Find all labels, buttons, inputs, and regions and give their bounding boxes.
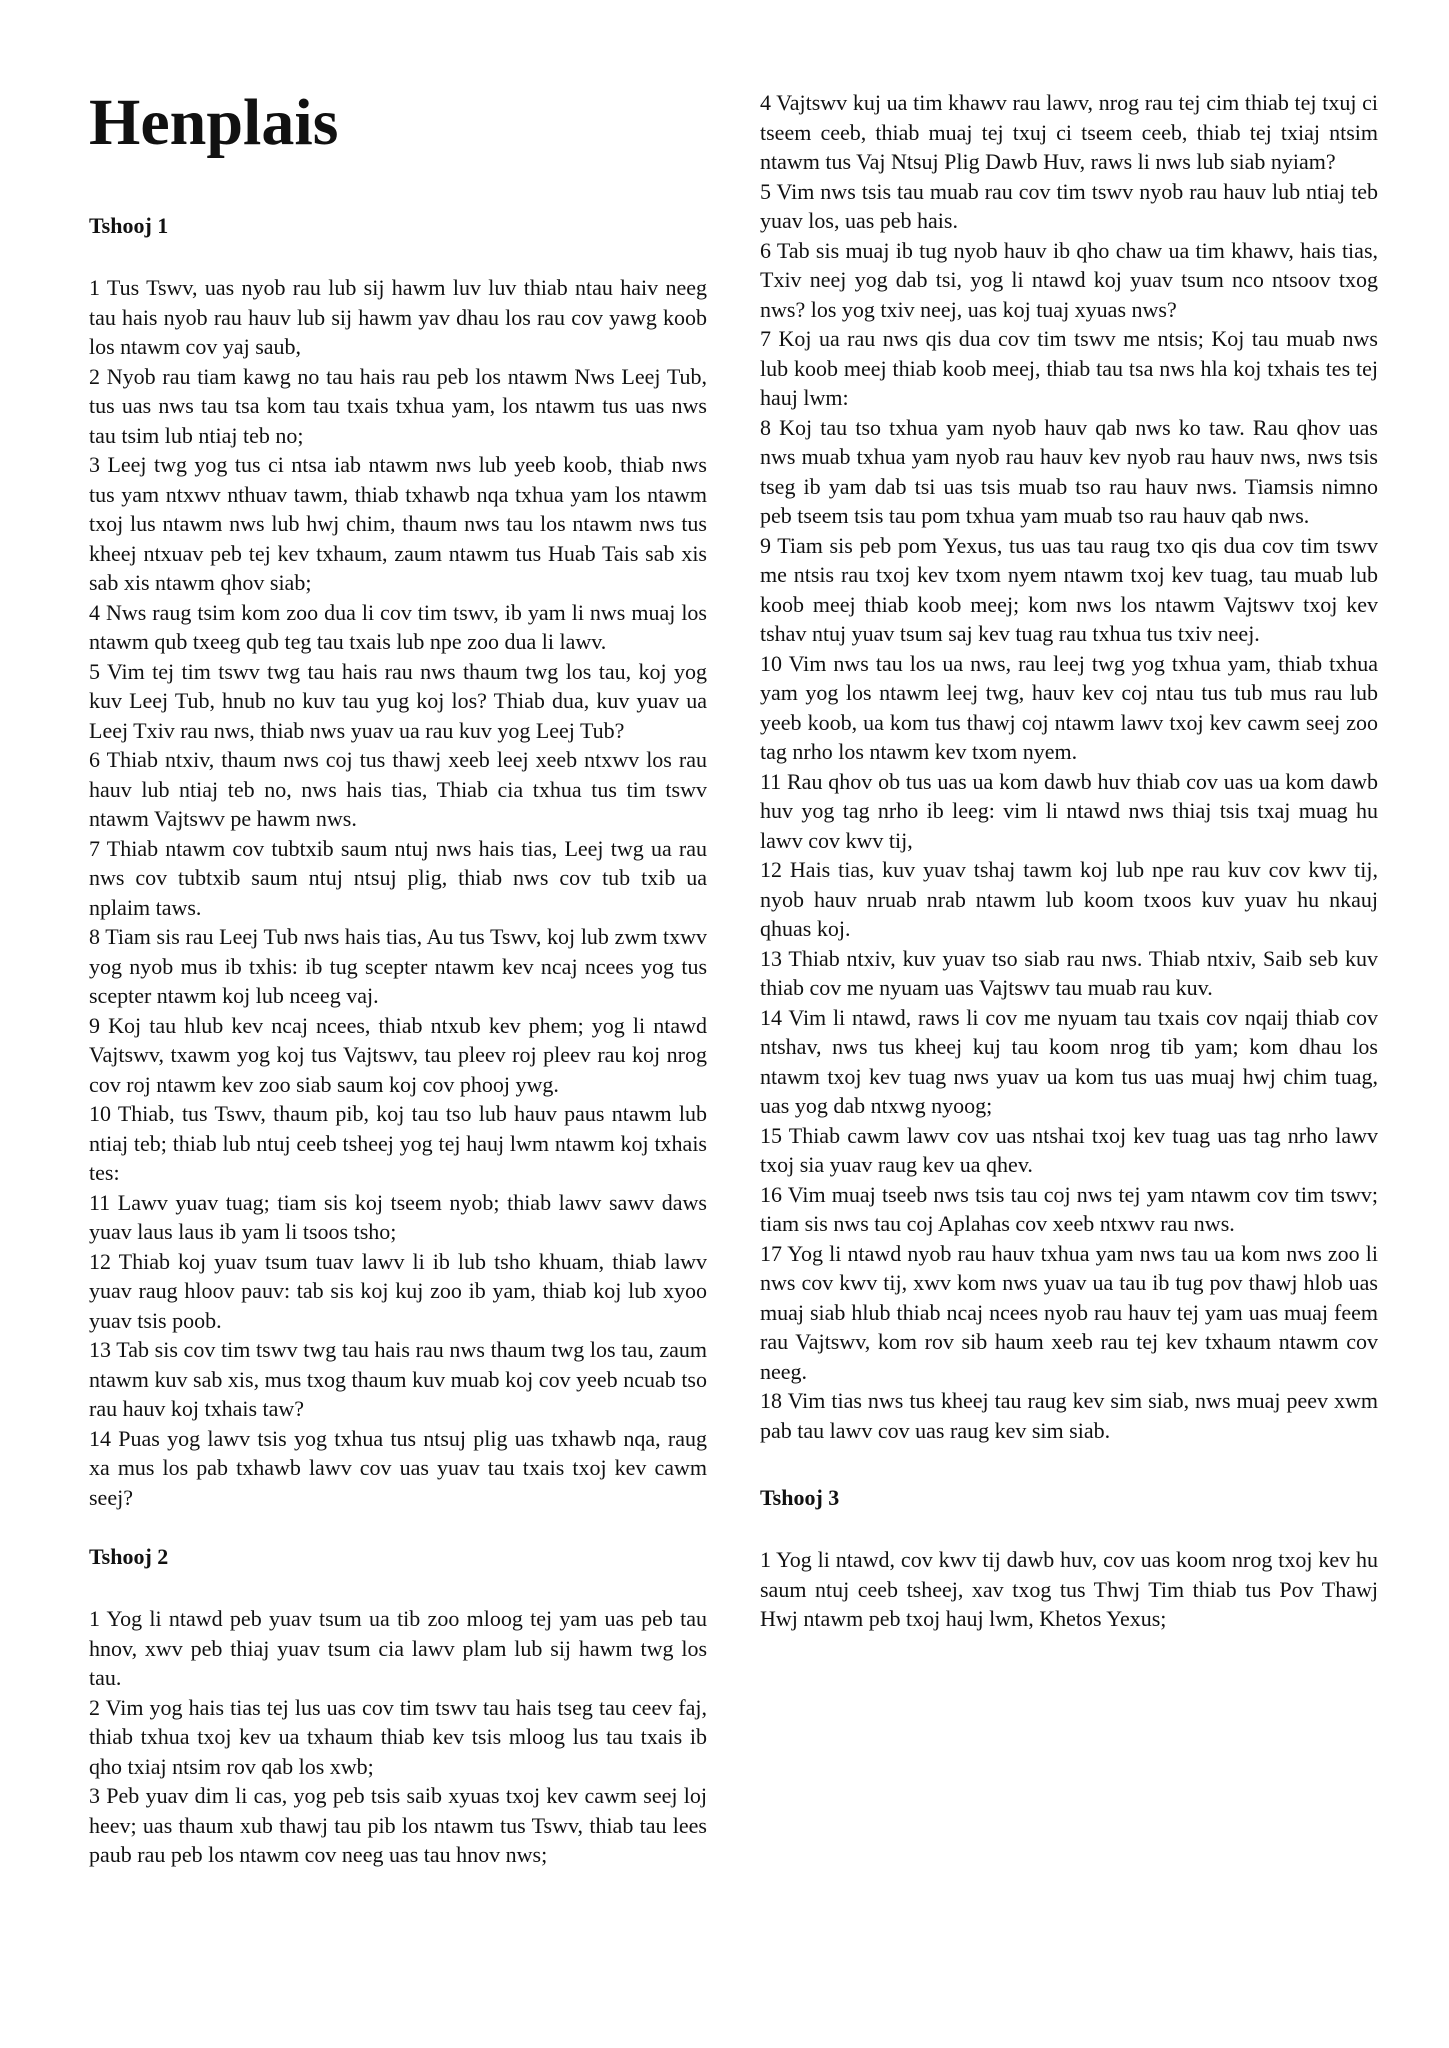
verse: 2 Vim yog hais tias tej lus uas cov tim tswv tau hais tseg tau ceev faj, thiab txhua txoj kev ua txhaum thiab kev tsis mloog lus tau txais ib qho txiaj ntsim rov qab los xwb;	[89, 1694, 707, 1779]
chapter-heading: Tshooj 2	[89, 1544, 169, 1570]
chapter-heading: Tshooj 3	[760, 1485, 840, 1510]
verse: 9 Tiam sis peb pom Yexus, tus uas tau raug txo qis dua cov tim tswv me ntsis rau txoj kev txom nyem ntawm txoj kev tuag, tau muab lub koob meej thiab koob meej; kom nws los ntawm Vajtswv txoj kev tshav ntuj yuav tsum saj kev tuag rau txhua tus txiv neej.	[760, 532, 1378, 646]
verse: 7 Thiab ntawm cov tubtxib saum ntuj nws hais tias, Leej twg ua rau nws cov tubtxib saum ntuj ntsuj plig, thiab nws cov tub txib ua nplaim taws.	[89, 835, 707, 920]
verse: 11 Lawv yuav tuag; tiam sis koj tseem nyob; thiab lawv sawv daws yuav laus laus ib yam li tsoos tsho;	[89, 1189, 707, 1245]
verse: 14 Vim li ntawd, raws li cov me nyuam tau txais cov nqaij thiab cov ntshav, nws tus kheej kuj tau koom nrog tib yam; kom dhau los ntawm txoj kev tuag nws yuav ua kom tus uas muaj hwj chim tuag, uas yog dab ntxwg nyoog;	[760, 1004, 1378, 1118]
verse: 8 Tiam sis rau Leej Tub nws hais tias, Au tus Tswv, koj lub zwm txwv yog nyob mus ib txhis: ib tug scepter ntawm kev ncaj ncees yog tus scepter ntawm koj lub nceeg vaj.	[89, 924, 707, 1009]
verse: 2 Nyob rau tiam kawg no tau hais rau peb los ntawm Nws Leej Tub, tus uas nws tau tsa kom tau txais txhua yam, los ntawm tus uas nws tau tsim lub ntiaj teb no;	[89, 363, 707, 448]
chapter-2-verses-part-1	[89, 1604, 707, 1870]
verse: 11 Rau qhov ob tus uas ua kom dawb huv thiab cov uas ua kom dawb huv yog tag nrho ib leeg: vim li ntawd nws thiaj tsis txaj muag hu lawv cov kwv tij,	[760, 768, 1378, 853]
book-title: Henplais	[89, 86, 339, 159]
verse: 1 Yog li ntawd, cov kwv tij dawb huv, cov uas koom nrog txoj kev hu saum ntuj ceeb tsheej, xav txog tus Thwj Tim thiab tus Pov Thawj Hwj ntawm peb txoj hauj lwm, Khetos Yexus;	[760, 1547, 1378, 1631]
verse: 12 Hais tias, kuv yuav tshaj tawm koj lub npe rau kuv cov kwv tij, nyob hauv nruab nrab ntawm lub koom txoos kuv yuav hu nkauj qhuas koj.	[760, 857, 1378, 941]
verse: 16 Vim muaj tseeb nws tsis tau coj nws tej yam ntawm cov tim tswv; tiam sis nws tau coj Aplahas cov xeeb ntxwv rau nws.	[760, 1181, 1378, 1236]
chapter-3-verses	[760, 1545, 1378, 1634]
verse: 7 Koj ua rau nws qis dua cov tim tswv me ntsis; Koj tau muab nws lub koob meej thiab koob meej, thiab tau tsa nws hla koj txhais tes tej hauj lwm:	[760, 326, 1378, 410]
verse: 4 Vajtswv kuj ua tim khawv rau lawv, nrog rau tej cim thiab tej txuj ci tseem ceeb, thiab muaj tej txuj ci tseem ceeb, thiab tej txiaj ntsim ntawm tus Vaj Ntsuj Plig Dawb Huv, raws li nws lub siab nyiam?	[760, 90, 1378, 174]
verse: 17 Yog li ntawd nyob rau hauv txhua yam nws tau ua kom nws zoo li nws cov kwv tij, xwv kom nws yuav ua tau ib tug pov thawj hlob uas muaj siab hlub thiab ncaj ncees nyob rau hauv tej yam uas muaj feem rau Vajtswv, kom rov sib haum xeeb rau tej kev txhaum ntawm cov neeg.	[760, 1240, 1378, 1384]
verse: 1 Yog li ntawd peb yuav tsum ua tib zoo mloog tej yam uas peb tau hnov, xwv peb thiaj yuav tsum cia lawv plam lub sij hawm twg los tau.	[89, 1606, 707, 1691]
verse: 13 Thiab ntxiv, kuv yuav tso siab rau nws. Thiab ntxiv, Saib seb kuv thiab cov me nyuam uas Vajtswv tau muab rau kuv.	[760, 945, 1378, 1000]
verse: 5 Vim nws tsis tau muab rau cov tim tswv nyob rau hauv lub ntiaj teb yuav los, uas peb hais.	[760, 178, 1378, 233]
verse: 5 Vim tej tim tswv twg tau hais rau nws thaum twg los tau, koj yog kuv Leej Tub, hnub no kuv tau yug koj los? Thiab dua, kuv yuav ua Leej Txiv rau nws, thiab nws yuav ua rau kuv yog Leej Tub?	[89, 658, 707, 743]
verse: 18 Vim tias nws tus kheej tau raug kev sim siab, nws muaj peev xwm pab tau lawv cov uas raug kev sim siab.	[760, 1388, 1378, 1443]
verse: 9 Koj tau hlub kev ncaj ncees, thiab ntxub kev phem; yog li ntawd Vajtswv, txawm yog koj tus Vajtswv, tau pleev roj pleev rau koj nrog cov roj ntawm kev zoo siab saum koj cov phooj ywg.	[89, 1012, 707, 1097]
verse: 3 Leej twg yog tus ci ntsa iab ntawm nws lub yeeb koob, thiab nws tus yam ntxwv nthuav tawm, thiab txhawb nqa txhua yam los ntawm txoj lus ntawm nws lub hwj chim, thaum nws tau los ntawm nws tus kheej ntxuav peb tej kev txhaum, zaum ntawm tus Huab Tais sab xis sab xis ntawm qhov siab;	[89, 452, 707, 596]
verse: 15 Thiab cawm lawv cov uas ntshai txoj kev tuag uas tag nrho lawv txoj sia yuav raug kev ua qhev.	[760, 1122, 1378, 1177]
verse: 12 Thiab koj yuav tsum tuav lawv li ib lub tsho khuam, thiab lawv yuav raug hloov pauv: tab sis koj kuj zoo ib yam, thiab koj lub xyoo yuav tsis poob.	[89, 1248, 707, 1333]
verse: 3 Peb yuav dim li cas, yog peb tsis saib xyuas txoj kev cawm seej loj heev; uas thaum xub thawj tau pib los ntawm tus Tswv, thiab tau lees paub rau peb los ntawm cov neeg uas tau hnov nws;	[89, 1783, 707, 1868]
chapter-heading: Tshooj 1	[89, 213, 169, 239]
verse: 8 Koj tau tso txhua yam nyob hauv qab nws ko taw. Rau qhov uas nws muab txhua yam nyob rau hauv kev nyob rau hauv nws, nws tsis tseg ib yam dab tsi uas tsis muab tso rau hauv nws. Tiamsis nimno peb tseem tsis tau pom txhua yam muab tso rau hauv qab nws.	[760, 414, 1378, 528]
verse: 6 Thiab ntxiv, thaum nws coj tus thawj xeeb leej xeeb ntxwv los rau hauv lub ntiaj teb no, nws hais tias, Thiab cia txhua tus tim tswv ntawm Vajtswv pe hawm nws.	[89, 747, 707, 832]
verse: 14 Puas yog lawv tsis yog txhua tus ntsuj plig uas txhawb nqa, raug xa mus los pab txhawb lawv cov uas yuav tau txais txoj kev cawm seej?	[89, 1425, 707, 1510]
right-column	[760, 0, 1378, 1634]
verse: 1 Tus Tswv, uas nyob rau lub sij hawm luv luv thiab ntau haiv neeg tau hais nyob rau hauv lub sij hawm yav dhau los rau cov yawg koob los ntawm cov yaj saub,	[89, 275, 707, 360]
chapter-2-verses-part-2	[760, 88, 1378, 1445]
verse: 6 Tab sis muaj ib tug nyob hauv ib qho chaw ua tim khawv, hais tias, Txiv neej yog dab tsi, yog li ntawd koj yuav tsum nco ntsoov txog nws? los yog txiv neej, uas koj tuaj xyuas nws?	[760, 237, 1378, 322]
left-column	[89, 0, 707, 1870]
verse: 10 Vim nws tau los ua nws, rau leej twg yog txhua yam, thiab txhua yam yog los ntawm leej twg, hauv kev coj ntau tus tub mus rau lub yeeb koob, ua kom tus thawj coj ntawm lawv txoj kev cawm seej zoo tag nrho los ntawm kev txom nyem.	[760, 650, 1378, 764]
chapter-1-verses	[89, 273, 707, 1512]
verse: 4 Nws raug tsim kom zoo dua li cov tim tswv, ib yam li nws muaj los ntawm qub txeeg qub teg tau txais lub npe zoo dua li lawv.	[89, 599, 707, 655]
verse: 13 Tab sis cov tim tswv twg tau hais rau nws thaum twg los tau, zaum ntawm kuv sab xis, mus txog thaum kuv muab koj cov yeeb ncuab tso rau hauv koj txhais taw?	[89, 1337, 707, 1422]
verse: 10 Thiab, tus Tswv, thaum pib, koj tau tso lub hauv paus ntawm lub ntiaj teb; thiab lub ntuj ceeb tsheej yog tej hauj lwm ntawm koj txhais tes:	[89, 1101, 707, 1186]
